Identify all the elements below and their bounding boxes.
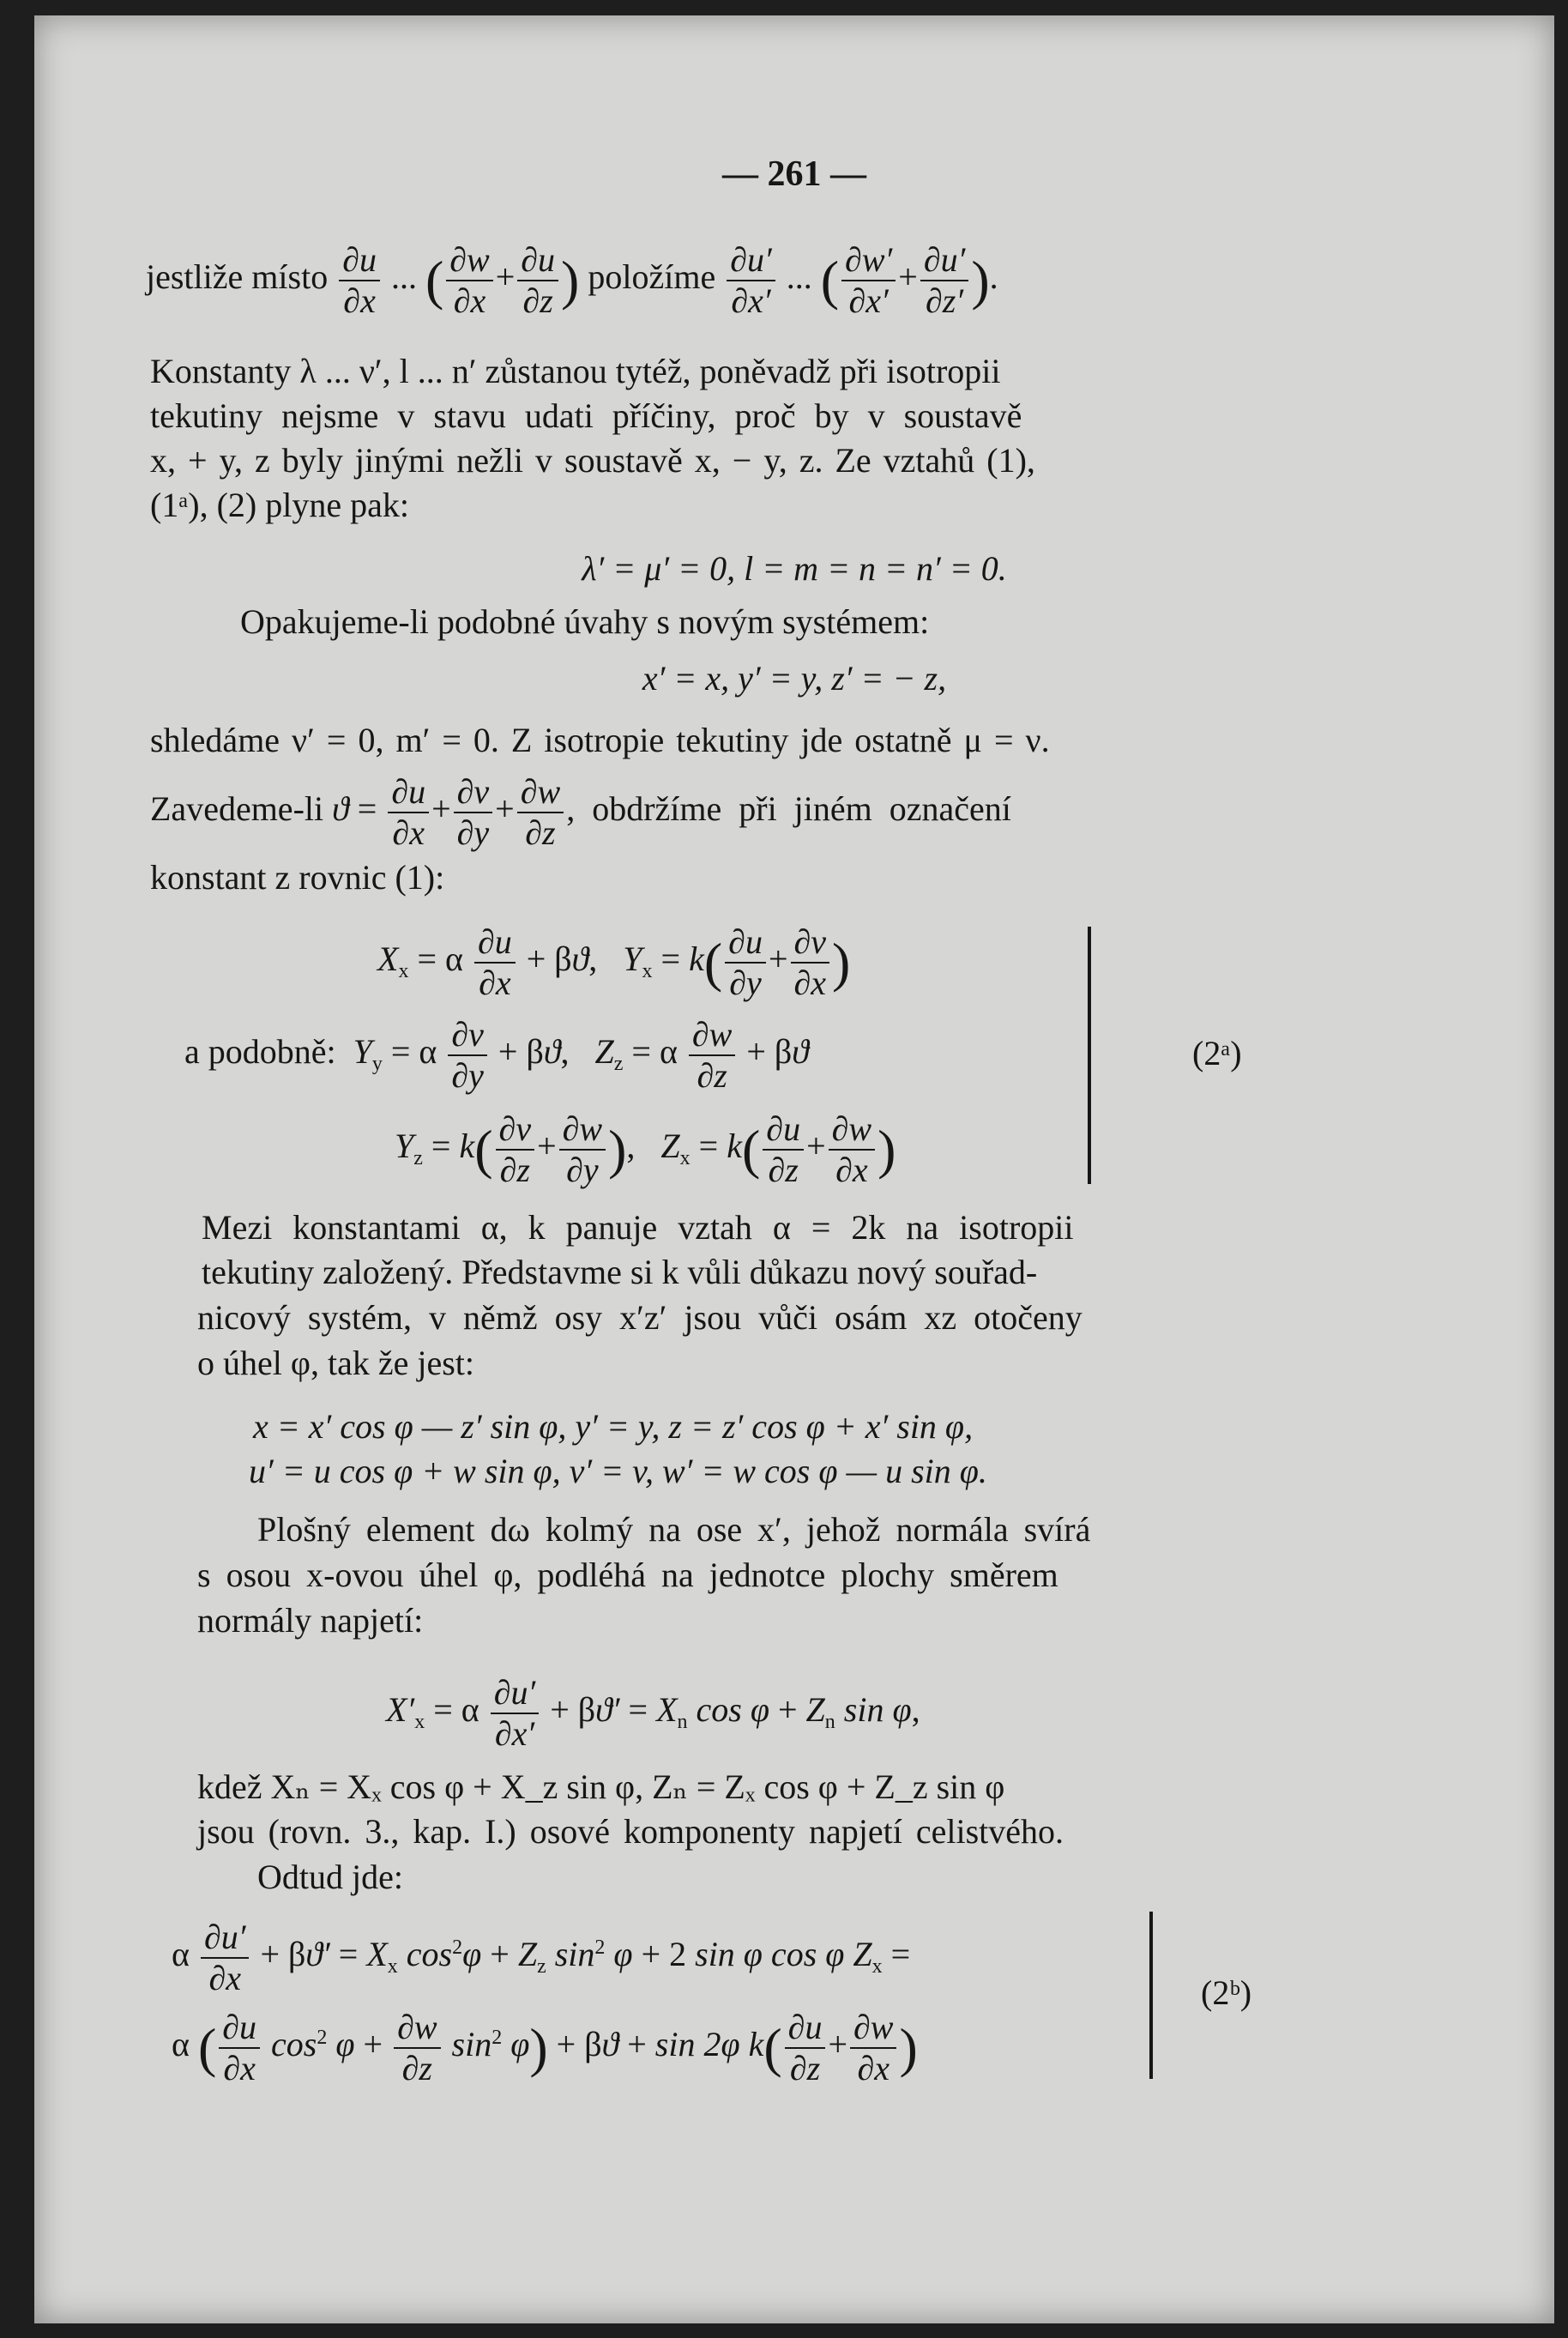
text-line-3	[150, 395, 1332, 438]
fraction: $\frac{\partial w'}{\partial x'}$	[841, 243, 896, 318]
fraction: $\frac{\partial u}{\partial x}$	[474, 925, 516, 1000]
text: a podobně:	[184, 1032, 336, 1072]
equation-2a-row3: $Y_z = k$( $\frac{\partial v}{\partial z}$ + $\frac{\partial w}{\partial y}$ ), $Z_x = k$( $\frac{\partial u}{\partial z}$ + $\frac{\partial w}{\partial x}$ )	[395, 1109, 896, 1189]
text: Plošný element dω kolmý na ose x′, jehož normála svírá	[257, 1510, 1091, 1549]
text: Zavedeme-li	[150, 789, 324, 829]
line1-text-b: položíme	[588, 257, 716, 297]
fraction: $\frac{\partial u'}{\partial x}$	[201, 1920, 250, 1996]
text: o úhel φ, tak že jest:	[197, 1344, 474, 1382]
fraction: $\frac{\partial u}{\partial z}$	[763, 1112, 804, 1187]
text: Konstanty λ ... ν′, l ... n′ zůstanou tytéž, poněvadž při isotropii	[150, 352, 1001, 390]
equation-2a-row1: $X_x = \alpha$ $\frac{\partial u}{\partial x}$ + βϑ, $Y_x = k$( $\frac{\partial u}{\partial y}$ + $\frac{\partial v}{\partial x}$ )	[377, 922, 851, 1002]
text: normály napjetí:	[197, 1601, 424, 1640]
fraction: $\frac{\partial u'}{\partial z'}$	[920, 243, 969, 318]
equation-4: u′ = u cos φ + w sin φ, v′ = v, w′ = w cos φ — u sin φ.	[249, 1452, 987, 1490]
text-line-14	[257, 1508, 1090, 1551]
text-line-12	[197, 1296, 1083, 1339]
scanned-page	[34, 15, 1554, 2323]
text-line-16	[197, 1599, 423, 1642]
equation-3: x = x′ cos φ — z′ sin φ, y′ = y, z = z′ cos φ + x′ sin φ,	[253, 1407, 974, 1446]
fraction: $\frac{\partial u}{\partial z}$	[785, 2010, 826, 2086]
fraction: $\frac{\partial w}{\partial y}$	[559, 1112, 606, 1187]
fraction: $\frac{\partial w}{\partial x}$	[829, 1112, 875, 1187]
text: nicový systém, v němž osy x′z′ jsou vůči osám xz otočeny	[197, 1298, 1083, 1337]
text-line-7	[150, 719, 1050, 762]
fraction: $\frac{\partial v}{\partial y}$	[448, 1018, 487, 1093]
text-line-2	[150, 350, 1332, 393]
text: (1ᵃ), (2) plyne pak:	[150, 486, 409, 524]
text: tekutiny založený. Představme si k vůli důkazu nový souřad-	[202, 1253, 1038, 1291]
text-line-19	[257, 1856, 403, 1899]
fraction: $\frac{\partial w}{\partial z}$	[689, 1018, 735, 1093]
fraction: $\frac{\partial u}{\partial z}$	[517, 243, 558, 318]
text-line-13	[197, 1342, 474, 1385]
text-line-8: Zavedeme-li ϑ = $\frac{\partial u}{\partial x}$ + $\frac{\partial v}{\partial y}$ + $\frac{\partial w}{\partial z}$ , obdržíme při jiném označení	[150, 772, 1011, 852]
fraction: $\frac{\partial u}{\partial x}$	[388, 775, 429, 850]
fraction: $\frac{\partial v}{\partial z}$	[496, 1112, 535, 1187]
fraction: $\frac{\partial u}{\partial x}$	[219, 2010, 260, 2086]
line1-text-a: jestliže místo	[146, 257, 329, 297]
text: s osou x-ovou úhel φ, podléhá na jednotce plochy směrem	[197, 1556, 1058, 1594]
fraction: $\frac{\partial u'}{\partial x'}$	[491, 1676, 540, 1751]
text: Odtud jde:	[257, 1858, 403, 1896]
text: , obdržíme při jiném označení	[566, 789, 1011, 829]
fraction: $\frac{\partial w}{\partial z}$	[517, 775, 564, 850]
fraction: $\frac{\partial v}{\partial y}$	[454, 775, 493, 850]
text-line-17	[197, 1766, 1004, 1809]
right-brace	[1149, 1912, 1153, 2079]
text-line-18	[197, 1810, 1064, 1853]
text-line-11	[202, 1251, 1037, 1294]
text-line-9	[150, 856, 444, 899]
fraction: $\frac{\partial w}{\partial x}$	[446, 243, 492, 318]
equation-tag-2b: (2ᵇ)	[1201, 1973, 1252, 2012]
fraction: $\frac{\partial w}{\partial z}$	[394, 2010, 440, 2086]
text: tekutiny nejsme v stavu udati příčiny, proč by v soustavě	[150, 396, 1022, 435]
fraction: $\frac{\partial v}{\partial x}$	[791, 925, 830, 1000]
text-line-1: jestliže místo $\frac{\partial u}{\partial x}$ ... ( $\frac{\partial w}{\partial x}$ + $\frac{\partial u}{\partial z}$ ) položíme $\frac{\partial u'}{\partial x'}$ ... ( $\frac{\partial w'}{\partial x'}$ + $\frac{\partial u'}{\partial z'}$ ).	[146, 240, 998, 320]
fraction: $\frac{\partial u'}{\partial x'}$	[727, 243, 775, 318]
equation-tag-2a: (2ᵃ)	[1192, 1034, 1242, 1072]
text: x, + y, z byly jinými nežli v soustavě x, − y, z. Ze vztahů (1),	[150, 441, 1035, 480]
fraction: $\frac{\partial u}{\partial x}$	[339, 243, 380, 318]
page-number: — 261 —	[722, 154, 866, 194]
text-line-4	[150, 439, 1332, 482]
text-line-15	[197, 1554, 1058, 1597]
right-brace	[1088, 927, 1091, 1184]
text-line-10	[202, 1206, 1074, 1249]
text-line-6	[240, 601, 929, 643]
text: jsou (rovn. 3., kap. I.) osové komponenty napjetí celistvého.	[197, 1812, 1064, 1851]
text: kdež Xₙ = Xₓ cos φ + X_z sin φ, Zₙ = Zₓ cos φ + Z_z sin φ	[197, 1767, 1005, 1806]
text: Mezi konstantami α, k panuje vztah α = 2k na isotropii	[202, 1208, 1074, 1247]
fraction: $\frac{\partial w}{\partial x}$	[850, 2010, 896, 2086]
text-line-5	[150, 484, 409, 527]
equation-1: λ′ = μ′ = 0, l = m = n = n′ = 0.	[582, 549, 1007, 588]
text: konstant z rovnic (1):	[150, 858, 445, 897]
equation-2: x′ = x, y′ = y, z′ = − z,	[642, 659, 947, 698]
fraction: $\frac{\partial u}{\partial y}$	[725, 925, 766, 1000]
text: Opakujeme-li podobné úvahy s novým systémem:	[240, 602, 930, 641]
equation-2a-row2: a podobně: $Y_y = \alpha$ $\frac{\partial v}{\partial y}$ + βϑ, $Z_z = \alpha$ $\frac{\partial w}{\partial z}$ + βϑ	[184, 1015, 809, 1095]
equation-5: $X'_x = \alpha$ $\frac{\partial u'}{\partial x'}$ + $\beta ϑ' = X_n$ $\cos \varphi + Z_n$ sin φ,	[386, 1673, 920, 1753]
text: shledáme ν′ = 0, m′ = 0. Z isotropie tekutiny jde ostatně μ = ν.	[150, 721, 1050, 759]
equation-2b-row1: α $\frac{\partial u'}{\partial x}$ + $\beta ϑ' = X_x$ $\cos^2\varphi + Z_z$ $\sin^2 \varphi + 2$ sin φ cos φ $Z_x$ =	[172, 1918, 911, 1997]
equation-2b-row2: α ( $\frac{\partial u}{\partial x}$ $\cos^2 \varphi$ + $\frac{\partial w}{\partial z}$ $\sin^2 \varphi) + \beta ϑ + \sin 2\varphi$ k( $\frac{\partial u}{\partial z}$ + $\frac{\partial w}{\partial x}$ )	[172, 2008, 918, 2087]
